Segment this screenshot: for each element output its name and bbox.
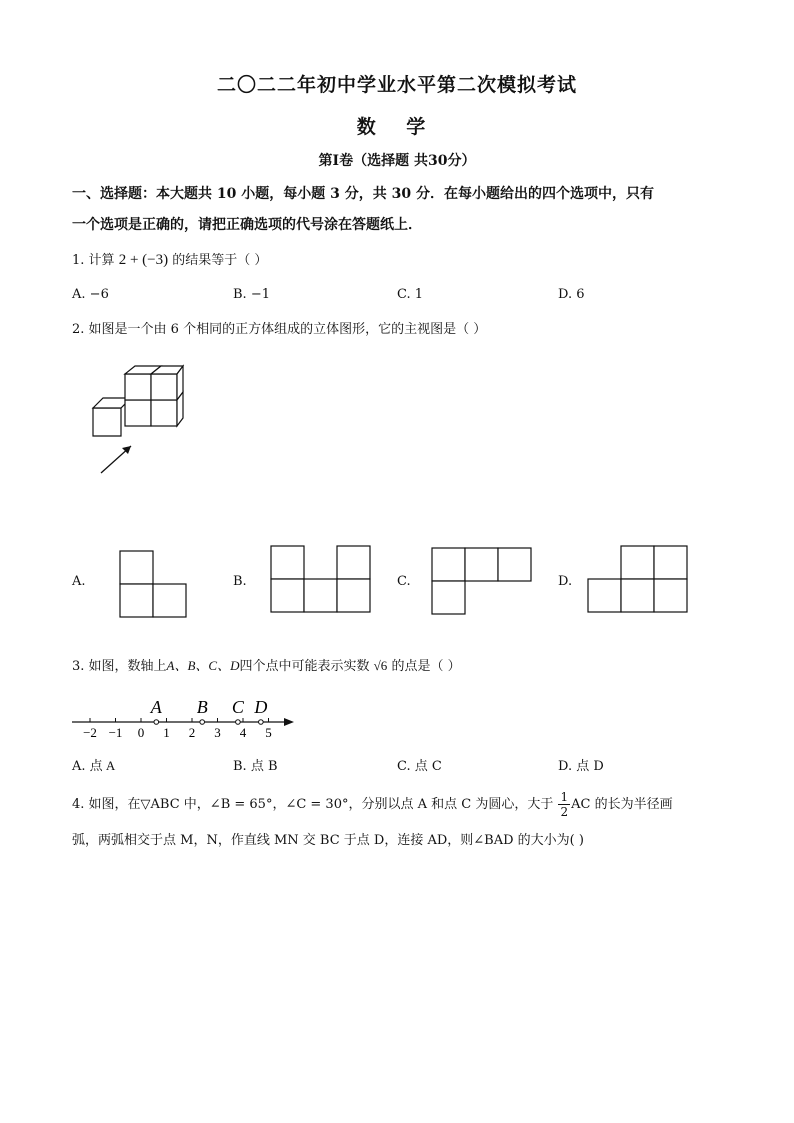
cube-front-top-right [151, 374, 177, 400]
number-line-tick-label: 0 [137, 725, 145, 740]
q2-option-c-label[interactable]: C. [397, 574, 411, 589]
question-2: 2. 如图是一个由 6 个相同的正方体组成的立体图形，它的主视图是（ ） [72, 322, 487, 337]
number-line-point-c [236, 720, 241, 725]
number-line-point-label-d: D [254, 697, 268, 717]
number-line-tick-label: 2 [188, 725, 196, 740]
axis-arrow-icon [284, 718, 294, 726]
exam-title: 二〇二二年初中学业水平第二次模拟考试 [216, 74, 577, 96]
number-line-tick-label: −1 [108, 725, 123, 740]
number-line-point-b [200, 720, 205, 725]
sqrt-six: √6 [373, 658, 388, 673]
q1-option-a[interactable]: A. −6 [72, 287, 109, 302]
number-line-tick-label: −2 [83, 725, 97, 740]
q1-expression: 2 + (−3) [118, 252, 169, 268]
question-3: 3. 如图，数轴上A、B、C、D四个点中可能表示实数 √6 的点是（ ） [72, 658, 461, 674]
number-line-point-label-a: A [150, 697, 162, 717]
cube-front-bottom-mid [125, 400, 151, 426]
subject-title: 数 学 [356, 116, 438, 138]
number-line-tick-label: 3 [214, 725, 221, 740]
q3-option-d[interactable]: D. 点 D [558, 759, 604, 774]
q1-option-c[interactable]: C. 1 [397, 287, 424, 302]
q1-prefix: 1. 计算 [72, 253, 115, 268]
number-line-tick-label: 1 [163, 725, 170, 740]
number-line-point-a [154, 720, 159, 725]
q3-option-a[interactable]: A. 点 A [72, 758, 116, 774]
number-line-point-label-c: C [231, 697, 244, 717]
number-line-tick-label: 4 [239, 725, 247, 740]
q3-points-list: A、B、C、D [166, 658, 240, 673]
number-line-point-d [259, 720, 264, 725]
q1-option-b[interactable]: B. −1 [233, 287, 270, 302]
question-4-line1: 4. 如图，在▽ABC 中，∠B = 65°，∠C = 30°，分别以点 A 和点 C 为圆心，大于 $\frac{1}{2}$ AC 的长为半径画 [72, 790, 673, 819]
fraction-one-half: $\frac{1}{2}$ [560, 790, 569, 819]
q1-option-d[interactable]: D. 6 [558, 287, 585, 302]
q2-option-d-figure[interactable] [587, 545, 689, 615]
q2-option-c-figure[interactable] [431, 547, 533, 617]
question-1 [72, 249, 267, 269]
q1-suffix: 的结果等于（ ） [172, 253, 268, 268]
part-title: 第Ⅰ卷（选择题 共30分） [318, 153, 476, 169]
q2-option-a-figure[interactable] [119, 550, 189, 620]
section-instructions-line1: 一、选择题：本大题共 10 小题，每小题 3 分，共 30 分．在每小题给出的四个选项中，只有 [72, 186, 654, 202]
q2-option-d-label[interactable]: D. [558, 574, 573, 589]
q2-option-a-label[interactable]: A. [72, 574, 86, 589]
section-instructions-line2: 一个选项是正确的，请把正确选项的代号涂在答题纸上． [72, 217, 422, 233]
question-4-line2: 弧，两弧相交于点 M，N，作直线 MN 交 BC 于点 D，连接 AD，则∠BAD 的大小为( ) [72, 833, 584, 848]
number-line-tick-label: 5 [265, 725, 272, 740]
q2-option-b-label[interactable]: B. [233, 574, 247, 589]
number-line [70, 692, 310, 742]
q3-option-b[interactable]: B. 点 B [233, 759, 278, 774]
q2-option-b-figure[interactable] [270, 545, 372, 615]
cube-figure [85, 360, 205, 490]
cube-front-bottom-right [151, 400, 177, 426]
number-line-point-label-b: B [196, 697, 208, 717]
cube-front-top-mid [125, 374, 151, 400]
cube-front-left [93, 408, 121, 436]
q3-option-c[interactable]: C. 点 C [397, 759, 442, 774]
